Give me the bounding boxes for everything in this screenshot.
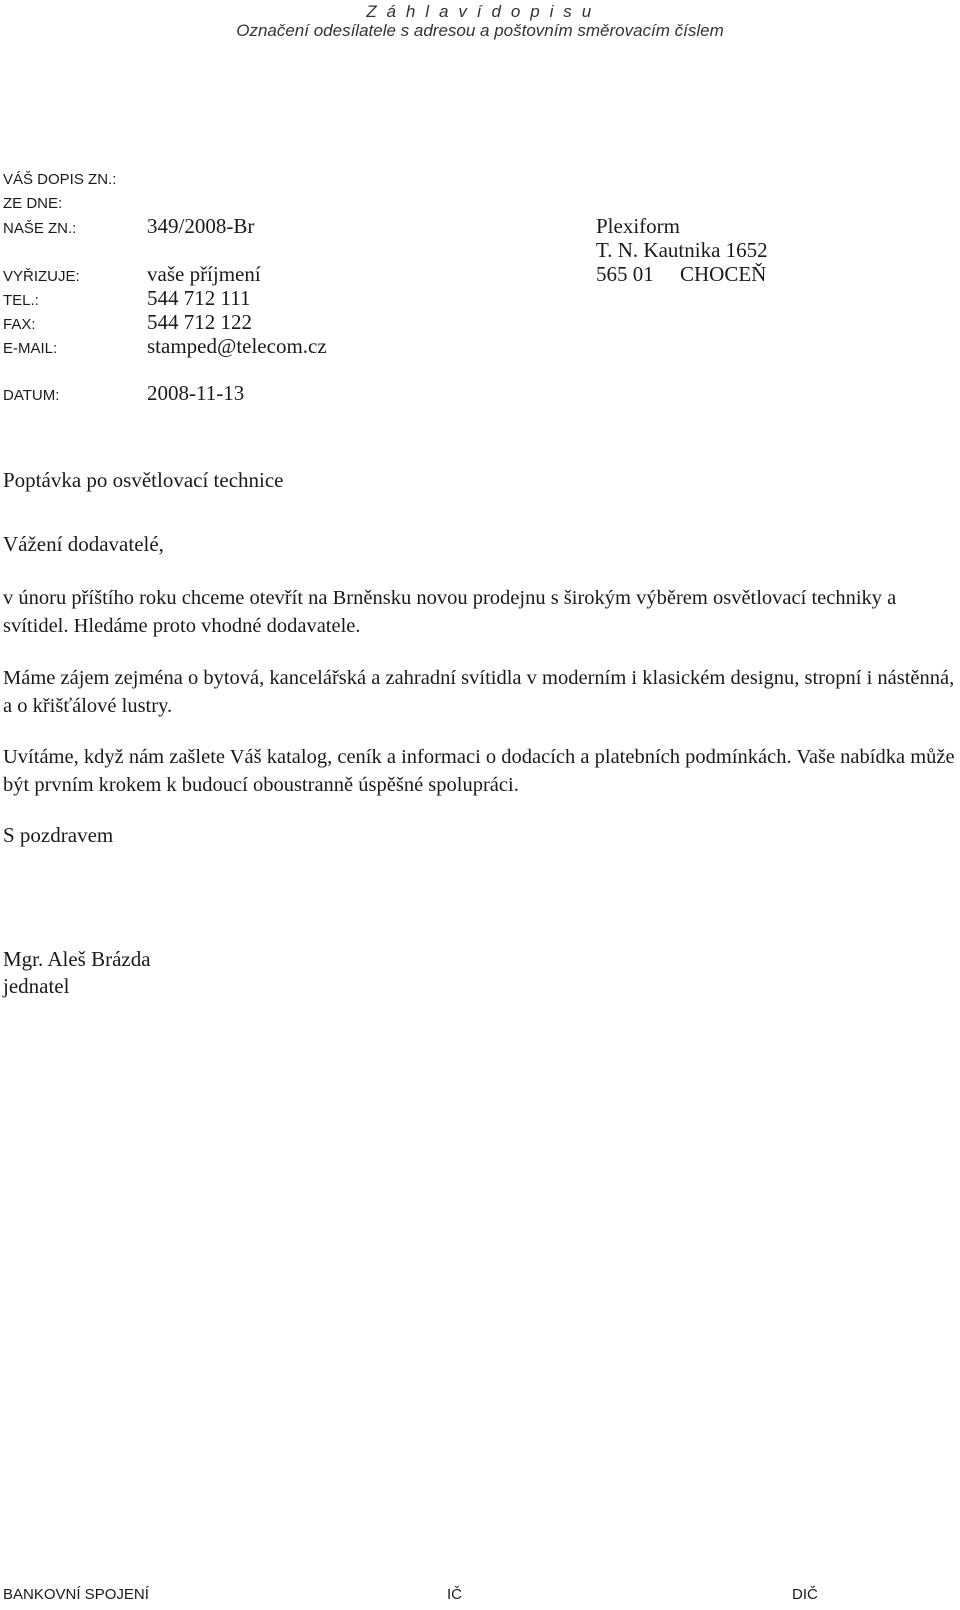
signer-title: jednatel — [3, 974, 70, 998]
paragraph-1: v únoru příštího roku chceme otevřít na Brněnsku novou prodejnu s širokým výběrem osvětlovací techniky a svítidel. Hledáme proto vhodné dodavatele. — [3, 587, 897, 637]
your-letter-ref-label: VÁŠ DOPIS ZN.: — [3, 171, 117, 188]
email-value: stamped@telecom.cz — [147, 334, 327, 358]
recipient-name: Plexiform — [596, 214, 680, 238]
recipient-street: T. N. Kautnika 1652 — [596, 238, 768, 262]
paragraph-2: Máme zájem zejména o bytová, kancelářská a zahradní svítidla v moderním i klasickém designu, stropní i nástěnná, a o křišťálové lustry. — [3, 667, 955, 717]
letter-subject: Poptávka po osvětlovací technice — [3, 468, 284, 492]
paragraph-3: Uvítáme, když nám zašlete Váš katalog, ceník a informaci o dodacích a platebních podmínkách. Vaše nabídka může být prvním krokem k budoucí oboustranně úspěšné spolupráci. — [3, 746, 955, 796]
our-ref-label: NAŠE ZN.: — [3, 220, 77, 237]
closing: S pozdravem — [3, 823, 114, 847]
letterhead-title: Z á h l a v í d o p i s u — [366, 2, 594, 21]
date-value: 2008-11-13 — [147, 381, 245, 405]
recipient-city: 565 01 CHOCEŇ — [596, 262, 767, 286]
handled-by-value: vaše příjmení — [147, 262, 261, 286]
company-id-label: IČ — [447, 1586, 462, 1603]
date-label: DATUM: — [3, 387, 60, 404]
email-label: E-MAIL: — [3, 340, 58, 357]
bank-details-label: BANKOVNÍ SPOJENÍ — [3, 1586, 149, 1603]
fax-value: 544 712 122 — [147, 310, 252, 334]
letterhead-subtitle: Označení odesílatele s adresou a poštovním směrovacím číslem — [236, 21, 724, 40]
tax-id-label: DIČ — [792, 1586, 818, 1603]
phone-value: 544 712 111 — [147, 286, 251, 310]
signer-name: Mgr. Aleš Brázda — [3, 947, 151, 971]
our-ref-value: 349/2008-Br — [147, 214, 255, 238]
date-of-letter-label: ZE DNE: — [3, 195, 63, 212]
salutation: Vážení dodavatelé, — [3, 532, 164, 556]
handled-by-label: VYŘIZUJE: — [3, 268, 80, 285]
phone-label: TEL.: — [3, 292, 39, 309]
fax-label: FAX: — [3, 316, 36, 333]
